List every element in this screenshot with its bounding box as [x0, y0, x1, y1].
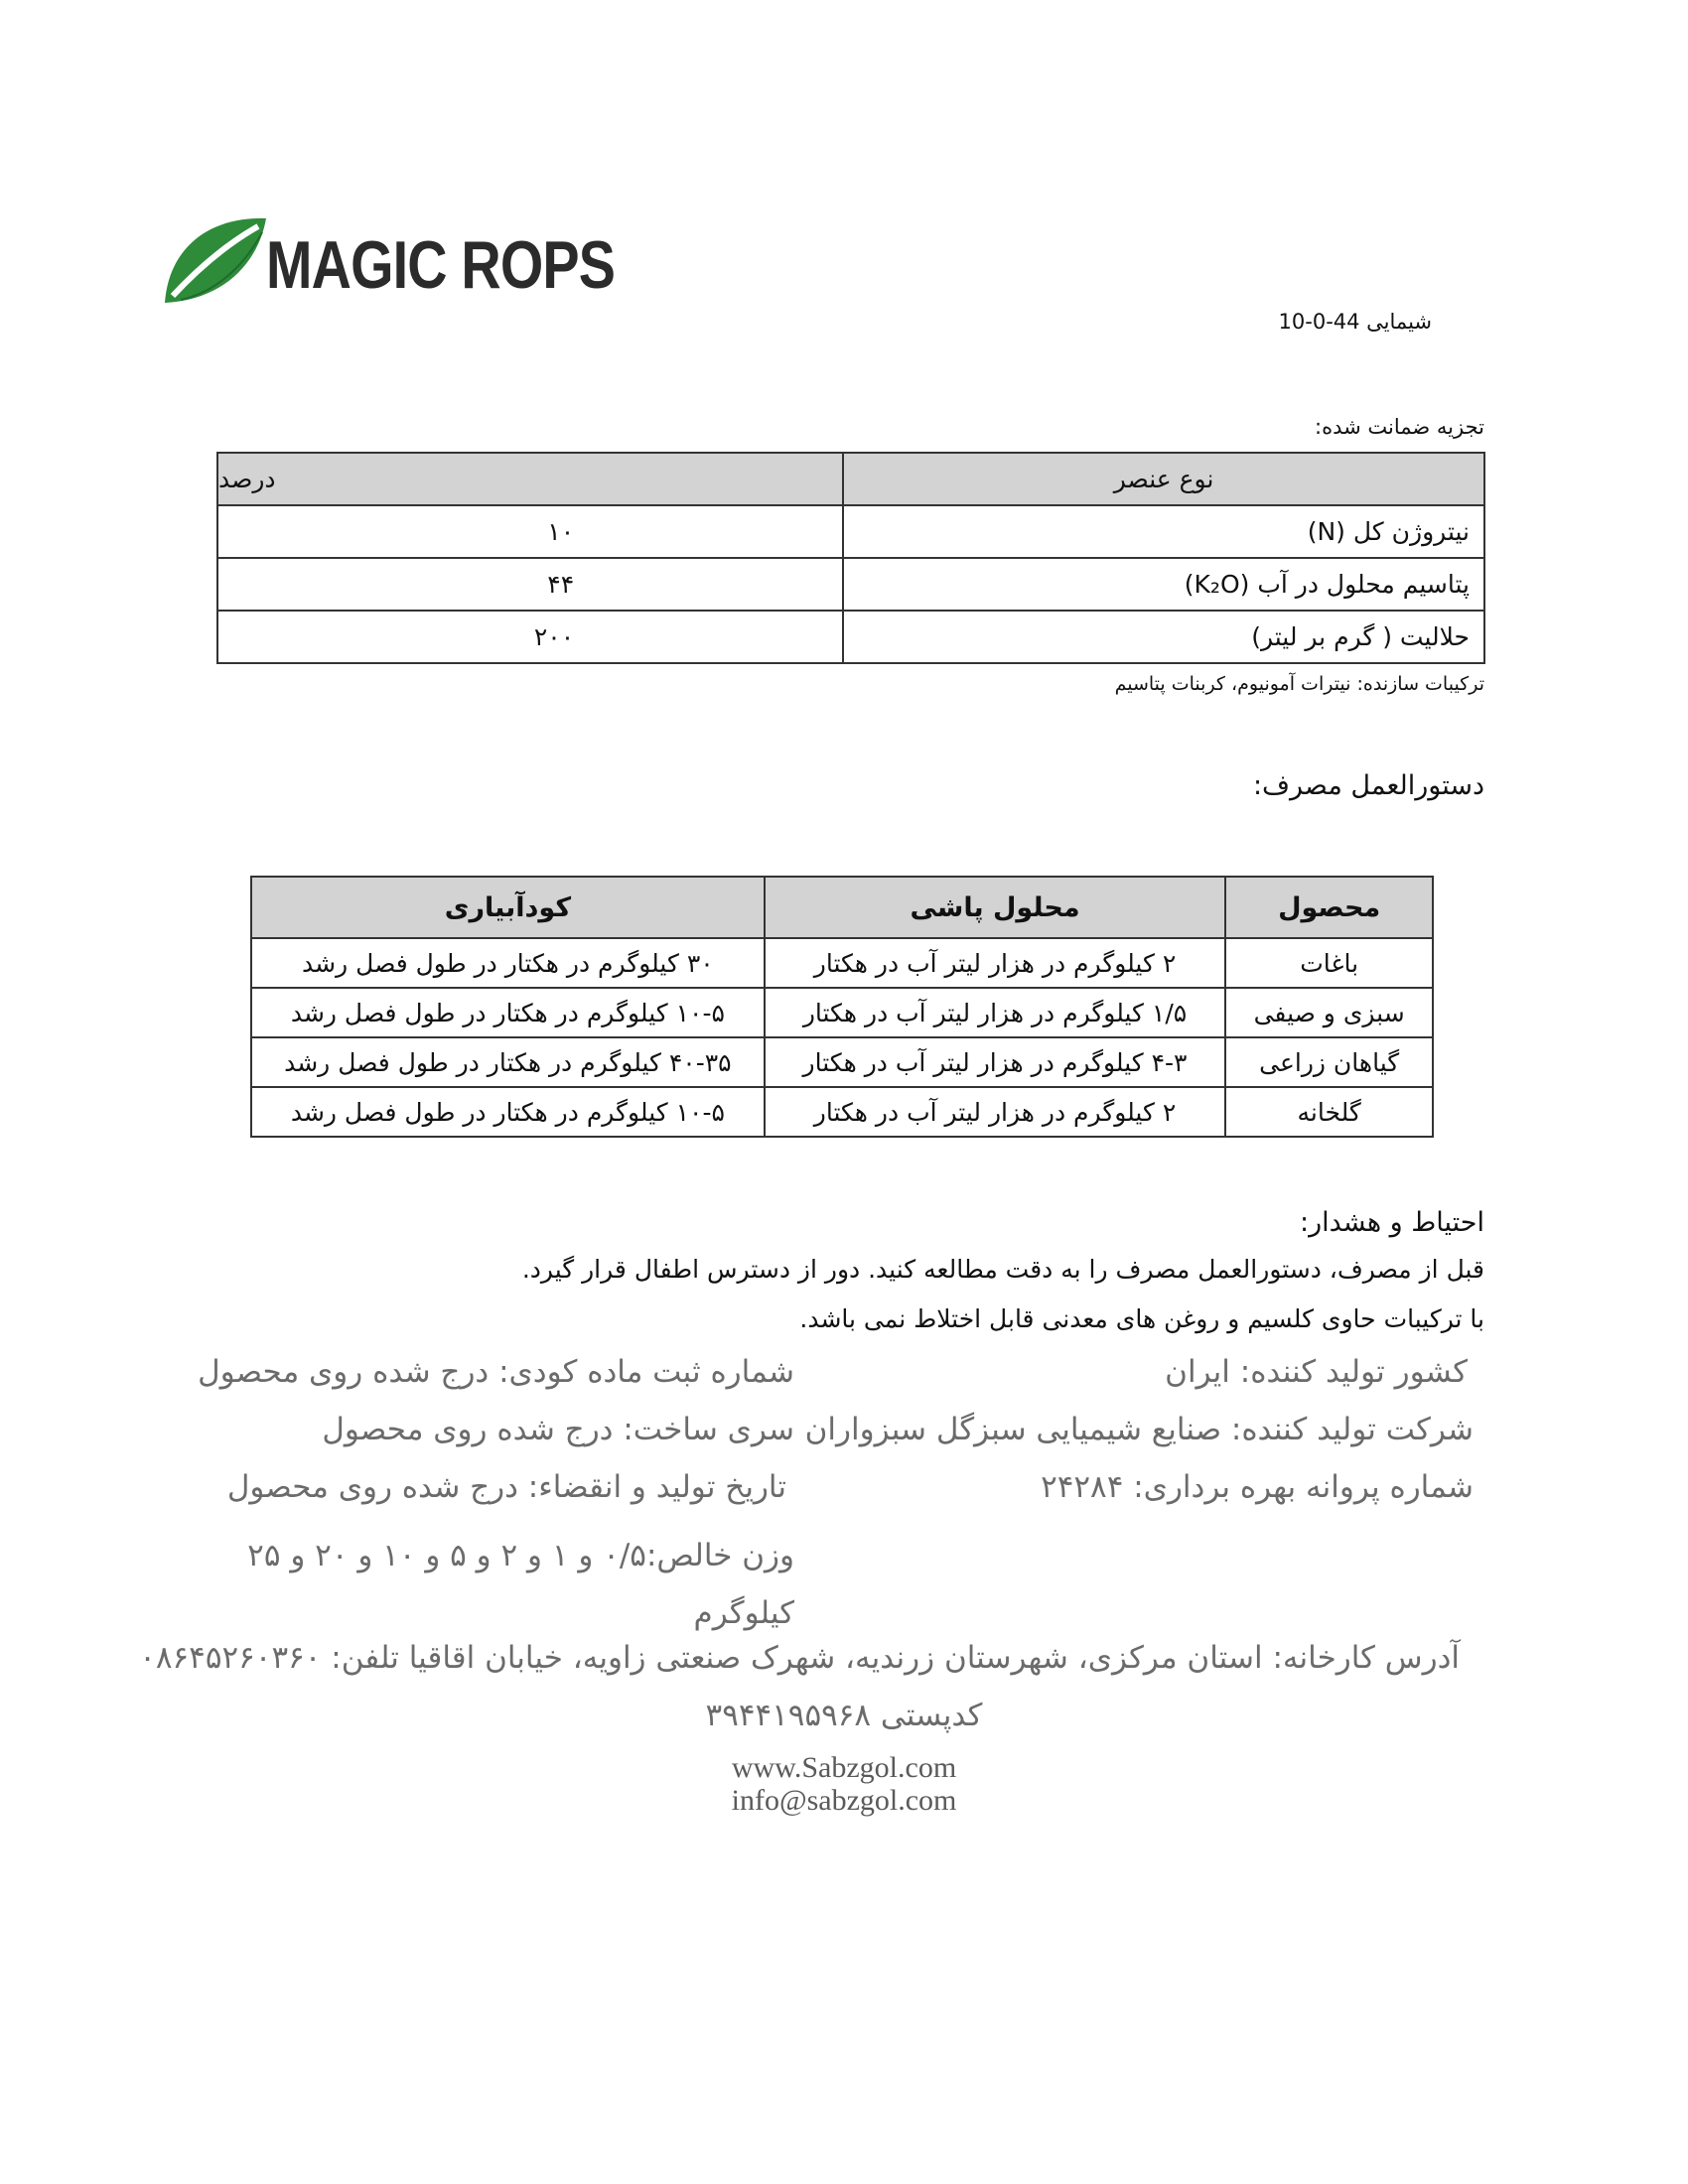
production-expiry-dates: تاریخ تولید و انقضاء: درج شده روی محصول [226, 1469, 786, 1505]
analysis-table [216, 452, 1485, 664]
percent-cell: ۲۰۰ [217, 611, 843, 663]
element-cell: پتاسیم محلول در آب (K₂O) [843, 558, 1484, 611]
percent-cell: ۱۰ [217, 505, 843, 558]
fertigation-cell: ۳۰ کیلوگرم در هکتار در طول فصل رشد [251, 938, 765, 988]
analysis-header-row [217, 453, 1484, 505]
email-link[interactable]: info@sabzgol.com [731, 1784, 957, 1817]
batch-number: سری ساخت: درج شده روی محصول [322, 1412, 794, 1447]
header-element: نوع عنصر [843, 453, 1484, 505]
usage-header-row [251, 877, 1433, 938]
fertigation-cell: ۱۰-۵ کیلوگرم در هکتار در طول فصل رشد [251, 988, 765, 1037]
license-number: شماره پروانه بهره برداری: ۲۴۲۸۴ [1041, 1469, 1474, 1505]
net-weight: وزن خالص:۰/۵ و ۱ و ۲ و ۵ و ۱۰ و ۲۰ و ۲۵ کیلوگرم [247, 1538, 794, 1631]
table-row [217, 505, 1484, 558]
fertigation-cell: ۱۰-۵ کیلوگرم در هکتار در طول فصل رشد [251, 1087, 765, 1137]
table-row [251, 938, 1433, 988]
composition-text: ترکیبات سازنده: نیترات آمونیوم، کربنات پتاسیم [1114, 673, 1484, 695]
manufacturer: شرکت تولید کننده: صنایع شیمیایی سبزگل سبزواران [804, 1412, 1474, 1447]
percent-cell: ۴۴ [217, 558, 843, 611]
spray-cell: ۱/۵ کیلوگرم در هزار لیتر آب در هکتار [765, 988, 1226, 1037]
crop-cell: باغات [1225, 938, 1433, 988]
warning-title: احتیاط و هشدار: [1299, 1207, 1484, 1238]
table-row [217, 611, 1484, 663]
website-link[interactable]: www.Sabzgol.com [731, 1751, 957, 1784]
header-percent: درصد [217, 453, 843, 505]
table-row [251, 1087, 1433, 1137]
country-of-origin: کشور تولید کننده: ایران [1165, 1354, 1468, 1390]
registration-number: شماره ثبت ماده کودی: درج شده روی محصول [198, 1354, 794, 1390]
element-cell: نیتروژن کل (N) [843, 505, 1484, 558]
spray-cell: ۲ کیلوگرم در هزار لیتر آب در هکتار [765, 1087, 1226, 1137]
header-crop: محصول [1225, 877, 1433, 938]
factory-address: آدرس کارخانه: استان مرکزی، شهرستان زرندیه، شهرک صنعتی زاویه، خیابان اقاقیا تلفن: ۰۸۶۴۵۲۶۰۳۶۰ [139, 1640, 1460, 1676]
crop-cell: سبزی و صیفی [1225, 988, 1433, 1037]
product-name: شیمایی 44-0-10 [1278, 310, 1432, 334]
postal-code: کدپستی ۳۹۴۴۱۹۵۹۶۸ [705, 1698, 983, 1733]
usage-table [250, 876, 1434, 1138]
logo-wordmark: MAGIC ROPS [266, 227, 616, 303]
crop-cell: گیاهان زراعی [1225, 1037, 1433, 1087]
spray-cell: ۲ کیلوگرم در هزار لیتر آب در هکتار [765, 938, 1226, 988]
spray-cell: ۴-۳ کیلوگرم در هزار لیتر آب در هکتار [765, 1037, 1226, 1087]
crop-cell: گلخانه [1225, 1087, 1433, 1137]
warning-line: با ترکیبات حاوی کلسیم و روغن های معدنی قابل اختلاط نمی باشد. [799, 1304, 1484, 1333]
element-cell: حلالیت ( گرم بر لیتر) [843, 611, 1484, 663]
fertigation-cell: ۴۰-۳۵ کیلوگرم در هکتار در طول فصل رشد [251, 1037, 765, 1087]
warning-line: قبل از مصرف، دستورالعمل مصرف را به دقت مطالعه کنید. دور از دسترس اطفال قرار گیرد. [521, 1255, 1484, 1284]
table-row [251, 1037, 1433, 1087]
header-fertigation: کودآبیاری [251, 877, 765, 938]
analysis-title: تجزیه ضمانت شده: [1315, 415, 1484, 439]
table-row [251, 988, 1433, 1037]
header-spray: محلول پاشی [765, 877, 1226, 938]
table-row [217, 558, 1484, 611]
usage-title: دستورالعمل مصرف: [1252, 770, 1484, 801]
